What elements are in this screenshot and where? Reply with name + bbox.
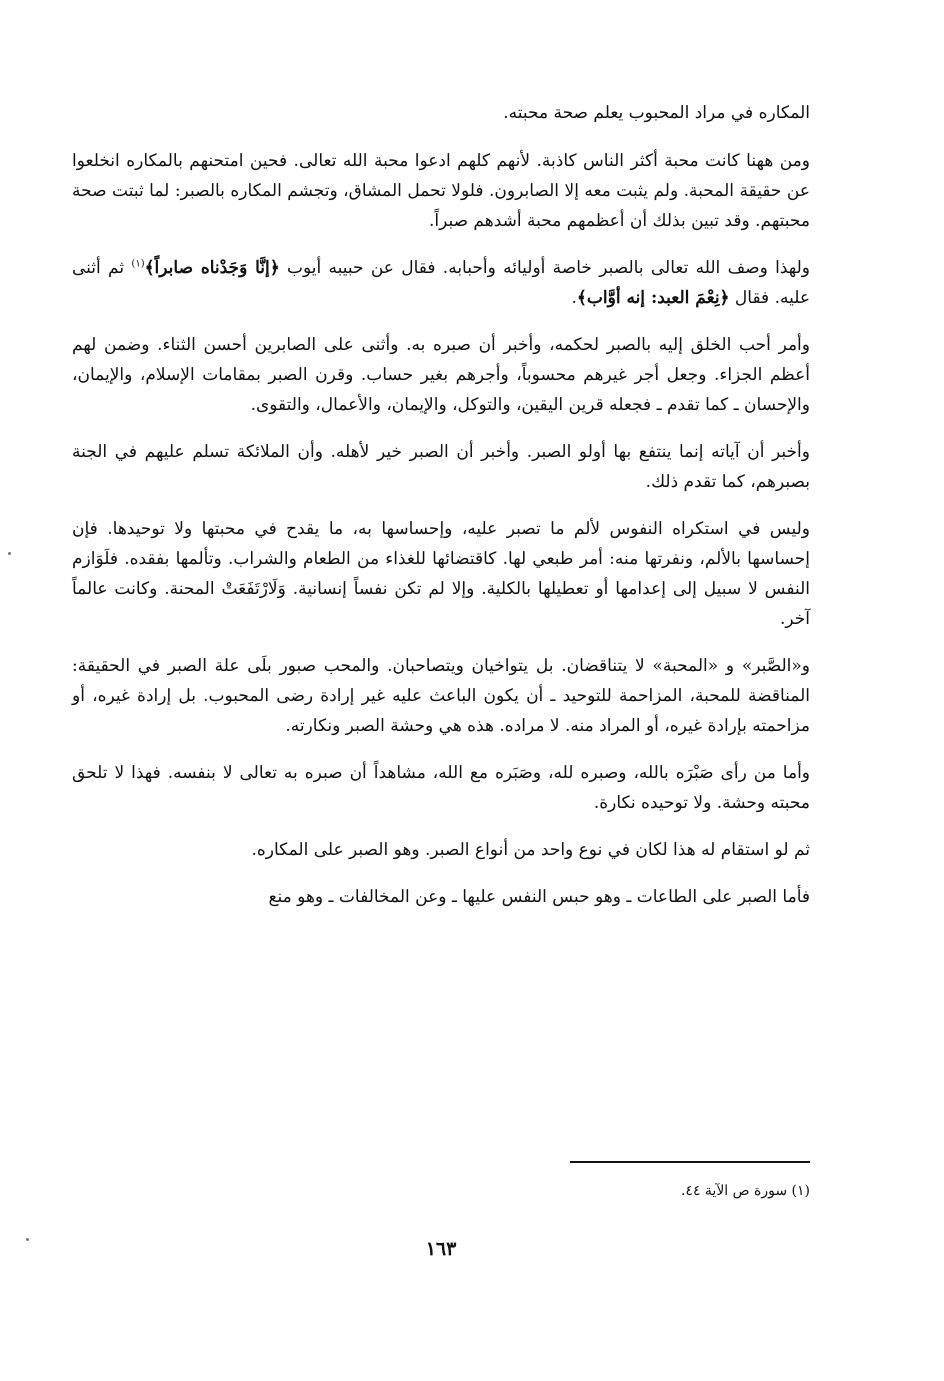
page-number: ١٦٣ xyxy=(425,1238,457,1260)
footnote: (١) سورة ص الآية ٤٤. xyxy=(680,1183,810,1199)
text-run: فأما الصبر على الطاعات ـ وهو حبس النفس عليها ـ وعن المخالفات ـ وهو منع xyxy=(268,887,810,907)
paragraph-p9 xyxy=(72,835,810,865)
paragraph-p3 xyxy=(72,253,810,313)
text-run: ولهذا وصف الله تعالى بالصبر خاصة أوليائه وأحبابه. فقال عن حبيبه أيوب xyxy=(279,258,810,278)
paragraph-p5 xyxy=(72,437,810,497)
quran-verse: ﴿نِعْمَ العبد: إنه أوَّاب﴾ xyxy=(576,288,730,308)
paragraph-p10 xyxy=(72,882,810,912)
scan-speck xyxy=(8,552,11,555)
footnote-reference: (١) xyxy=(131,258,145,270)
scan-speck xyxy=(26,1238,29,1241)
paragraph-p4 xyxy=(72,330,810,420)
text-run: ثم أثنى عليه. فقال xyxy=(72,258,810,308)
paragraph-p1 xyxy=(72,98,810,128)
paragraph-p2 xyxy=(72,146,810,236)
text-run: ثم لو استقام له هذا لكان في نوع واحد من أنواع الصبر. وهو الصبر على المكاره. xyxy=(251,840,810,860)
text-run: . xyxy=(571,288,577,308)
text-run: وأخبر أن آياته إنما ينتفع بها أولو الصبر. وأخبر أن الصبر خير لأهله. وأن الملائكة تسلم عليهم في الجنة بصبرهم، كما تقدم ذلك. xyxy=(72,442,810,492)
footnote-separator xyxy=(570,1161,810,1163)
text-run: وليس في استكراه النفوس لألم ما تصبر عليه، وإحساسها به، ما يقدح في محبتها ولا توحيدها. فإن إحساسها بالألم، ونفرتها منه: أمر طبعي لها. كاقتضائها للغذاء من الطعام والشراب. وتألمها بفقده. فلَوَازم النفس لا سبيل إلى إعدامها أو تعطيلها بالكلية. وإلا لم تكن نفساً إنسانية. وَلَارْتَفَعَتْ المحنة. وكانت عالماً آخر. xyxy=(72,519,810,629)
text-run: المكاره في مراد المحبوب يعلم صحة محبته. xyxy=(503,103,810,123)
paragraph-p7 xyxy=(72,651,810,741)
book-page xyxy=(72,98,810,1368)
quran-verse: ﴿إنَّا وَجَدْناه صابراً﴾ xyxy=(144,258,280,278)
paragraph-p6 xyxy=(72,514,810,634)
paragraph-p8 xyxy=(72,758,810,818)
text-run: و«الصَّبر» و «المحبة» لا يتناقضان. بل يتواخيان ويتصاحبان. والمحب صبور بلَى علة الصبر في الحقيقة: المناقضة للمحبة، المزاحمة للتوحيد ـ أن يكون الباعث عليه غير إرادة رضى المحبوب. بل إرادة غيره، أو مزاحمته بإرادة غيره، أو المراد منه. لا مراده. هذه هي وحشة الصبر ونكارته. xyxy=(72,656,810,736)
text-run: ومن ههنا كانت محبة أكثر الناس كاذبة. لأنهم كلهم ادعوا محبة الله تعالى. فحين امتحنهم بالمكاره انخلعوا عن حقيقة المحبة. ولم يثبت معه إلا الصابرون. فلولا تحمل المشاق، وتجشم المكاره بالصبر: لما ثبتت صحة محبتهم. وقد تبين بذلك أن أعظمهم محبة أشدهم صبراً. xyxy=(72,151,810,231)
text-run: وأما من رأى صَبْرَه بالله، وصبره لله، وصَبَره مع الله، مشاهداً أن صبره به تعالى لا بنفسه. فهذا لا تلحق محبته وحشة. ولا توحيده نكارة. xyxy=(72,763,810,813)
text-run: وأمر أحب الخلق إليه بالصبر لحكمه، وأخبر أن صبره به. وأثنى على الصابرين أحسن الثناء. وضمن لهم أعظم الجزاء. وجعل أجر غيرهم محسوباً، وأجرهم بغير حساب. وقرن الصبر بمقامات الإسلام، والإيمان، والإحسان ـ كما تقدم ـ فجعله قرين اليقين، والتوكل، والإيمان، والأعمال، والتقوى. xyxy=(72,335,810,415)
body-text xyxy=(72,98,810,912)
